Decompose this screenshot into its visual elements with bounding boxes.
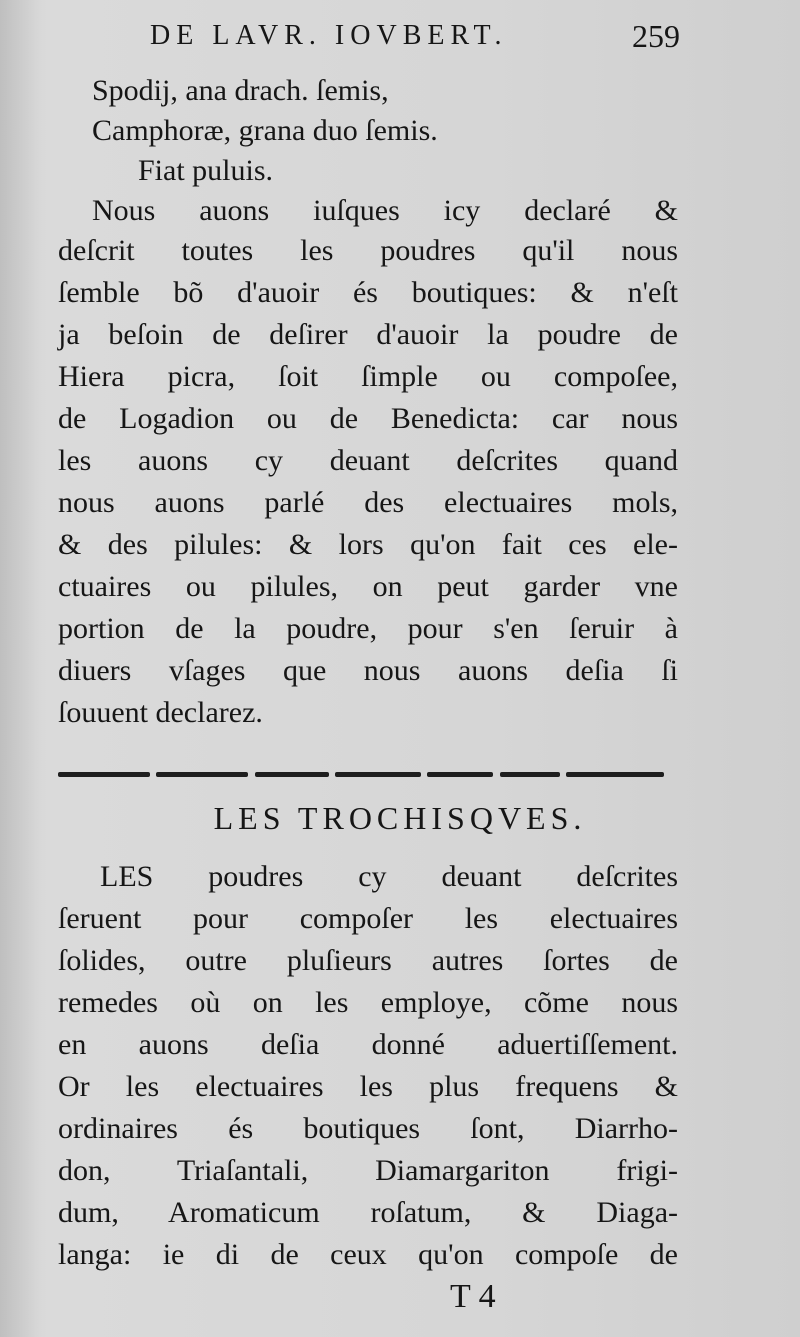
paragraph-line: ſeruent pour compoſer les electuaires [58, 902, 678, 935]
recipe-line: Camphoræ, grana duo ſemis. [92, 114, 438, 147]
section-heading: LES TROCHISQVES. [213, 800, 587, 836]
paragraph-line: dum, Aromaticum roſatum, & Diaga- [58, 1196, 678, 1229]
paragraph-line: ſolides, outre pluſieurs autres ſortes de [58, 944, 678, 977]
paragraph-line: nous auons parlé des electuaires mols, [58, 486, 678, 519]
page-number: 259 [632, 18, 680, 54]
paragraph-line: ſemble bõ d'auoir és boutiques: & n'eſt [58, 276, 678, 309]
page-header [150, 16, 680, 56]
page-gutter-shadow [0, 0, 40, 1337]
paragraph-line: les auons cy deuant deſcrites quand [58, 444, 678, 477]
paragraph-line: portion de la poudre, pour s'en ſeruir à [58, 612, 678, 645]
paragraph-line: Hiera picra, ſoit ſimple ou compoſee, [58, 360, 678, 393]
paragraph-line: don, Triaſantali, Diamargariton frigi- [58, 1154, 678, 1187]
paragraph-line: de Logadion ou de Benedicta: car nous [58, 402, 678, 435]
divider-segment [58, 772, 150, 777]
paragraph-line: ſouuent declarez. [58, 696, 263, 729]
recipe-line: Fiat puluis. [138, 154, 274, 187]
paragraph-line: langa: ie di de ceux qu'on compoſe de [58, 1238, 678, 1271]
paragraph-line: diuers vſages que nous auons deſia ſi [58, 654, 678, 687]
divider-segment [156, 772, 248, 777]
divider-segment [500, 772, 560, 777]
divider-segment [255, 772, 329, 777]
section-divider [58, 770, 664, 778]
paragraph-line: en auons deſia donné aduertiſſement. [58, 1028, 678, 1061]
divider-segment [427, 772, 493, 777]
paragraph-line: ordinaires és boutiques ſont, Diarrho- [58, 1112, 678, 1145]
divider-segment [566, 772, 664, 777]
recipe-line: Spodij, ana drach. ſemis, [92, 74, 389, 107]
paragraph-line: ja beſoin de deſirer d'auoir la poudre de [58, 318, 678, 351]
paragraph-line: deſcrit toutes les poudres qu'il nous [58, 234, 678, 267]
signature-mark: T 4 [450, 1278, 496, 1315]
paragraph-line: remedes où on les employe, cõme nous [58, 986, 678, 1019]
running-head: DE LAVR. IOVBERT. [150, 20, 508, 51]
paragraph-line: LES poudres cy deuant deſcrites [100, 860, 678, 893]
paragraph-line: & des pilules: & lors qu'on fait ces ele- [58, 528, 678, 561]
paragraph-line: Or les electuaires les plus frequens & [58, 1070, 678, 1103]
paragraph-line: ctuaires ou pilules, on peut garder vne [58, 570, 678, 603]
divider-segment [335, 772, 421, 777]
paragraph-line: Nous auons iuſques icy declaré & [92, 194, 678, 227]
